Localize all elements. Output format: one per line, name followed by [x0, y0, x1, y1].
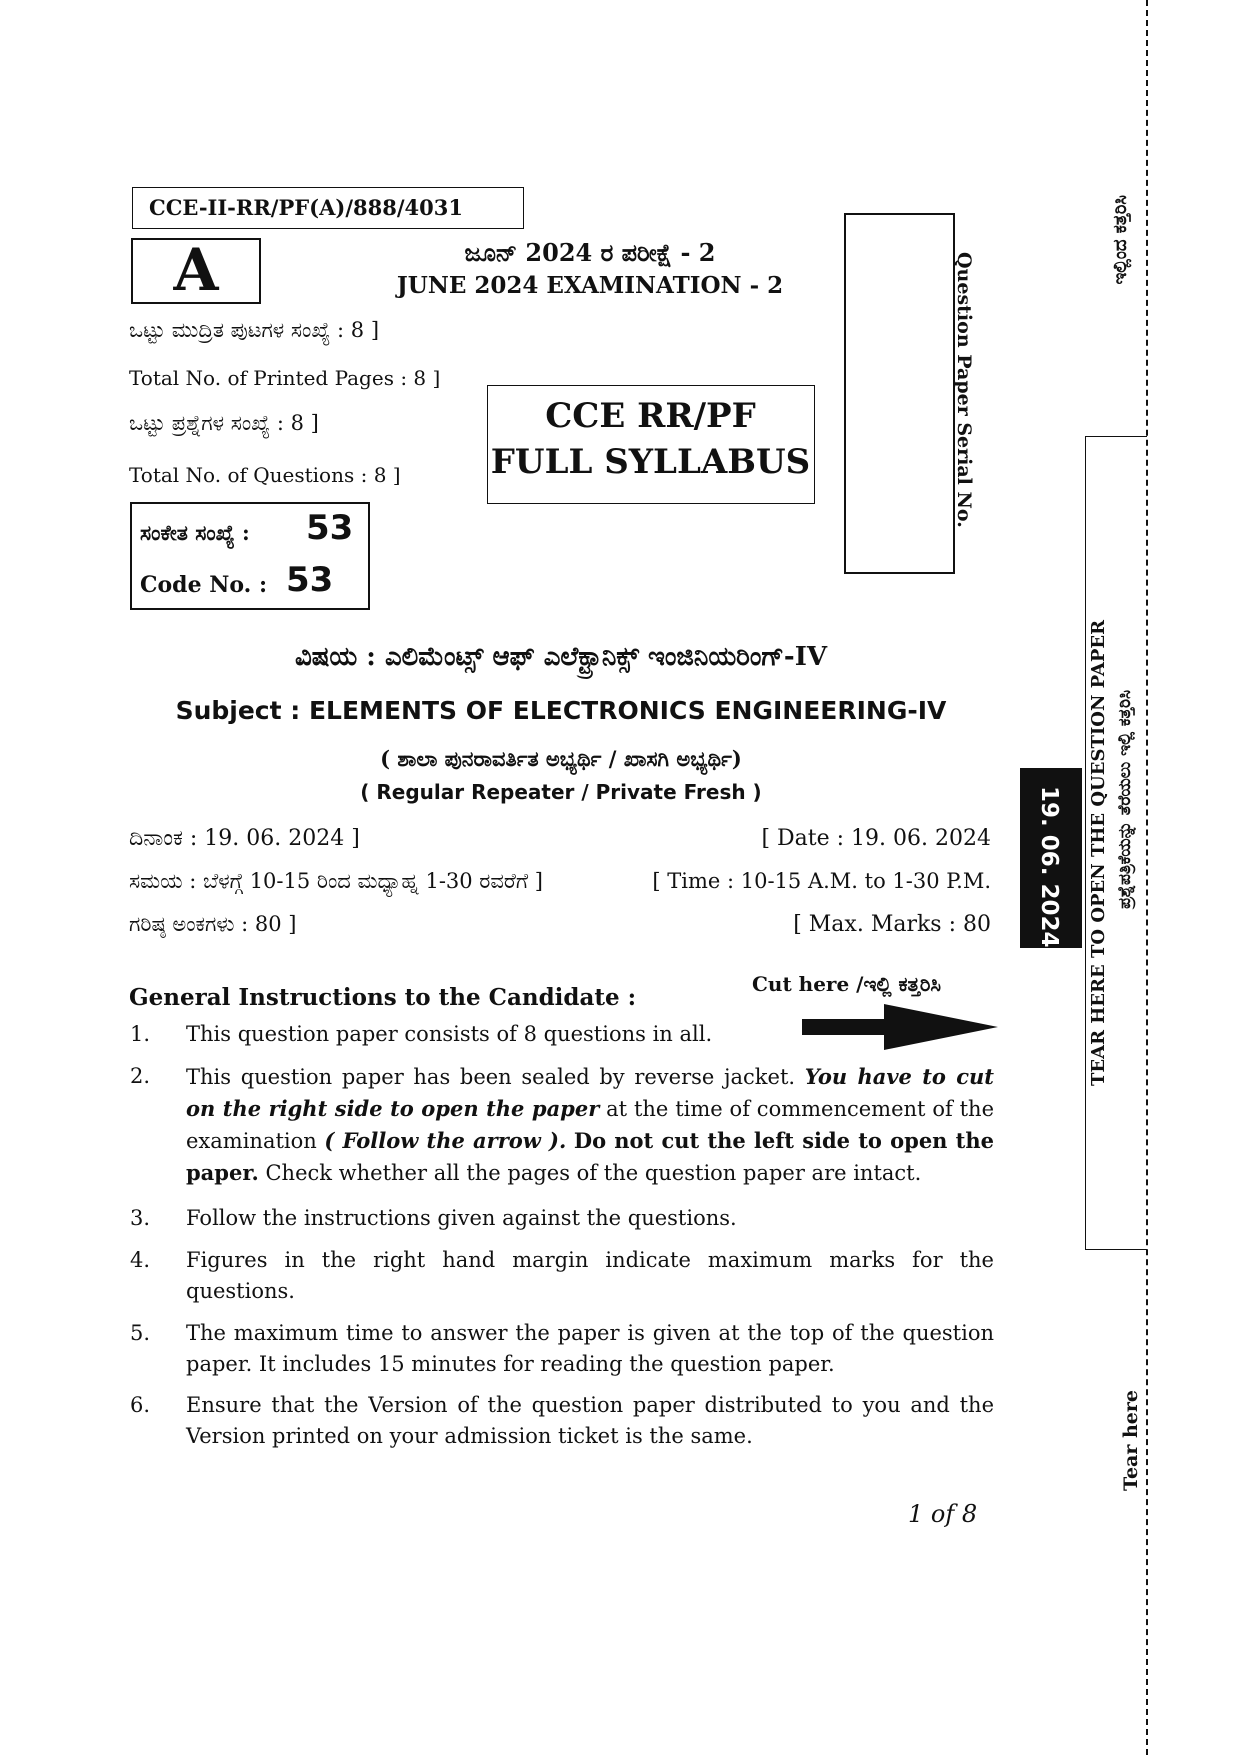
instruction-number: 1.	[130, 1022, 151, 1046]
tear-here-english: TEAR HERE TO OPEN THE QUESTION PAPER	[1088, 619, 1109, 1087]
instruction-number: 3.	[130, 1206, 151, 1230]
syllabus-box	[487, 385, 815, 504]
instruction-emphasis: You have to cut on the right side to open the paper	[186, 1064, 994, 1121]
serial-number-label: Question Paper Serial No.	[953, 252, 975, 528]
total-questions-english: Total No. of Questions : 8 ]	[129, 463, 401, 487]
printed-pages-english: Total No. of Printed Pages : 8 ]	[129, 366, 441, 390]
instruction-emphasis: ( Follow the arrow ).	[324, 1128, 567, 1153]
code-english-label: Code No. :	[140, 572, 268, 598]
serial-number-box	[844, 213, 955, 574]
instruction-item: Figures in the right hand margin indicate maximum marks for the questions.	[186, 1248, 994, 1303]
tear-here-bottom: Tear here	[1120, 1390, 1142, 1491]
instruction-number: 5.	[130, 1321, 151, 1345]
instruction-item	[186, 1061, 994, 1189]
cut-here-label: Cut here /ಇಲ್ಲಿ ಕತ್ತರಿಸಿ	[752, 972, 942, 996]
paper-code-box	[132, 187, 524, 229]
code-english-value: 53	[286, 560, 334, 600]
tear-here-kannada: ಪ್ರಶ್ನೆಪತ್ರಿಕೆಯನ್ನು ತೆರೆಯಲು ಇಲ್ಲಿ ಕತ್ತರಿಸಿ	[1115, 690, 1135, 909]
instruction-item: Follow the instructions given against the questions.	[186, 1206, 737, 1230]
instruction-number: 2.	[130, 1064, 151, 1088]
date-band-text: 19. 06. 2024	[1036, 786, 1062, 948]
candidate-type-kannada: ( ಶಾಲಾ ಪುನರಾವರ್ತಿತ ಅಭ್ಯರ್ಥಿ / ಖಾಸಗಿ ಅಭ್ಯರ್ಥಿ)	[380, 746, 742, 771]
arrow-right-icon	[802, 1004, 998, 1050]
instruction-number: 4.	[130, 1248, 151, 1272]
paper-code: CCE-II-RR/PF(A)/888/4031	[149, 195, 463, 220]
printed-pages-kannada: ಒಟ್ಟು ಮುದ್ರಿತ ಪುಟಗಳ ಸಂಖ್ಯೆ : 8 ]	[129, 318, 380, 342]
candidate-type-english: ( Regular Repeater / Private Fresh )	[360, 780, 762, 804]
version-box	[131, 238, 261, 304]
instruction-item: This question paper consists of 8 questions in all.	[186, 1022, 713, 1046]
instructions-heading: General Instructions to the Candidate :	[129, 984, 637, 1011]
date-kannada: ದಿನಾಂಕ : 19. 06. 2024 ]	[129, 826, 360, 851]
code-kannada-label: ಸಂಕೇತ ಸಂಖ್ಯೆ :	[140, 520, 250, 545]
instruction-item: The maximum time to answer the paper is given at the top of the question paper. It includes 15 minutes for reading the question paper.	[186, 1321, 994, 1376]
syllabus-line-1: CCE RR/PF	[545, 396, 756, 436]
syllabus-line-2: FULL SYLLABUS	[490, 442, 811, 482]
total-questions-kannada: ಒಟ್ಟು ಪ್ರಶ್ನೆಗಳ ಸಂಖ್ಯೆ : 8 ]	[129, 411, 319, 435]
exam-title-kannada: ಜೂನ್ 2024 ರ ಪರೀಕ್ಷೆ - 2	[464, 238, 716, 267]
instruction-text: Check whether all the pages of the question paper are intact.	[265, 1161, 922, 1185]
instruction-bold: Do not cut the left side to open the paper.	[186, 1128, 994, 1185]
subject-kannada: ವಿಷಯ : ಎಲಿಮೆಂಟ್ಸ್ ಆಫ್ ಎಲೆಕ್ಟ್ರಾನಿಕ್ಸ್ ಇಂಜಿನಿಯರಿಂಗ್-IV	[294, 642, 828, 672]
date-english: [ Date : 19. 06. 2024	[761, 826, 991, 851]
max-marks-english: [ Max. Marks : 80	[793, 912, 991, 937]
instruction-number: 6.	[130, 1393, 151, 1417]
exam-title-english: JUNE 2024 EXAMINATION - 2	[396, 272, 784, 299]
time-english: [ Time : 10-15 A.M. to 1-30 P.M.	[652, 869, 991, 893]
max-marks-kannada: ಗರಿಷ್ಠ ಅಂಕಗಳು : 80 ]	[129, 912, 297, 936]
time-kannada: ಸಮಯ : ಬೆಳಗ್ಗೆ 10-15 ರಿಂದ ಮಧ್ಯಾಹ್ನ 1-30 ರವರೆಗೆ ]	[129, 869, 543, 893]
page-number: 1 of 8	[908, 1500, 978, 1528]
instruction-text: This question paper has been sealed by reverse jacket.	[186, 1065, 796, 1089]
tear-kannada-top: ಇಲ್ಲಿಂದ ಕತ್ತರಿಸಿ	[1110, 195, 1131, 285]
version-letter: A	[173, 236, 219, 304]
instruction-text: at the time of commencement of the examination	[186, 1097, 994, 1153]
code-kannada-value: 53	[306, 508, 354, 548]
subject-english: Subject : ELEMENTS OF ELECTRONICS ENGINEERING-IV	[175, 696, 947, 725]
date-band	[1020, 768, 1082, 948]
instruction-item: Ensure that the Version of the question paper distributed to you and the Version printed on your admission ticket is the same.	[186, 1393, 994, 1448]
code-number-box	[130, 502, 370, 610]
